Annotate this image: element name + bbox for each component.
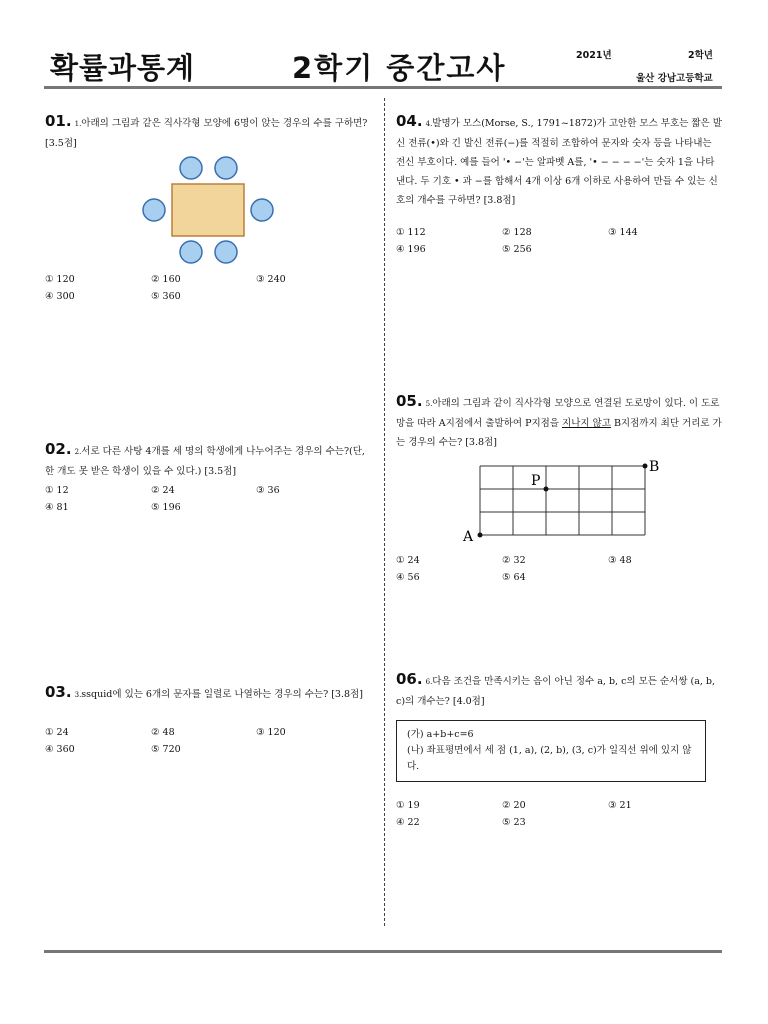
question-index: 3. xyxy=(74,691,82,699)
option-3[interactable]: ③ 48 xyxy=(608,555,632,566)
conditions-box xyxy=(396,720,706,782)
table-seating-figure xyxy=(140,154,280,266)
option-4[interactable]: ④ 360 xyxy=(45,744,75,755)
point-p-label: P xyxy=(531,473,541,489)
option-3[interactable]: ③ 21 xyxy=(608,800,632,811)
question-index: 6. xyxy=(425,678,433,686)
question-5 xyxy=(396,392,722,452)
question-text: ssquid에 있는 6개의 문자를 일렬로 나열하는 경우의 수는? [3.8점] xyxy=(81,689,363,700)
option-4[interactable]: ④ 56 xyxy=(396,572,420,583)
seat-bottom-right xyxy=(215,241,237,263)
option-3[interactable]: ③ 120 xyxy=(256,727,286,738)
option-5[interactable]: ⑤ 64 xyxy=(502,572,526,583)
exam-grade: 2학년 xyxy=(688,50,713,61)
option-4[interactable]: ④ 22 xyxy=(396,817,420,828)
header-rule xyxy=(44,86,722,89)
question-number: 02. xyxy=(45,440,72,458)
condition-ga: (가) a+b+c=6 xyxy=(407,729,474,740)
question-text: 아래의 그림과 같은 직사각형 모양에 6명이 앉는 경우의 수를 구하면? [3.5점] xyxy=(45,118,368,149)
options-q2 xyxy=(45,482,375,522)
question-number: 01. xyxy=(45,112,72,130)
question-number: 06. xyxy=(396,670,423,688)
option-1[interactable]: ① 24 xyxy=(45,727,69,738)
seat-top-right xyxy=(215,157,237,179)
option-1[interactable]: ① 24 xyxy=(396,555,420,566)
option-1[interactable]: ① 120 xyxy=(45,274,75,285)
question-number: 03. xyxy=(45,683,72,701)
point-b-dot xyxy=(643,464,648,469)
question-3 xyxy=(45,683,375,705)
option-4[interactable]: ④ 196 xyxy=(396,244,426,255)
options-q1 xyxy=(45,271,375,311)
options-q4 xyxy=(396,224,722,264)
question-2 xyxy=(45,440,375,481)
road-grid-figure xyxy=(458,456,668,546)
option-5[interactable]: ⑤ 196 xyxy=(151,502,181,513)
options-q6 xyxy=(396,797,722,837)
point-b-label: B xyxy=(649,459,660,475)
question-4 xyxy=(396,112,722,210)
option-2[interactable]: ② 128 xyxy=(502,227,532,238)
option-1[interactable]: ① 112 xyxy=(396,227,426,238)
seat-left xyxy=(143,199,165,221)
question-text-b: B지점까지 최단 거리로 가는 경우의 수는? [3.8점] xyxy=(396,418,722,448)
question-index: 4. xyxy=(425,120,433,128)
option-3[interactable]: ③ 240 xyxy=(256,274,286,285)
option-2[interactable]: ② 160 xyxy=(151,274,181,285)
column-divider xyxy=(384,98,385,926)
seat-top-left xyxy=(180,157,202,179)
point-a-label: A xyxy=(463,529,474,545)
seat-right xyxy=(251,199,273,221)
option-5[interactable]: ⑤ 23 xyxy=(502,817,526,828)
option-2[interactable]: ② 24 xyxy=(151,485,175,496)
point-p-dot xyxy=(544,487,549,492)
option-5[interactable]: ⑤ 720 xyxy=(151,744,181,755)
question-index: 2. xyxy=(74,448,82,456)
option-4[interactable]: ④ 300 xyxy=(45,291,75,302)
question-text: 서로 다른 사탕 4개를 세 명의 학생에게 나누어주는 경우의 수는?(단, 한 개도 못 받은 학생이 있을 수 있다.) [3.5점] xyxy=(45,446,365,477)
grid-lines xyxy=(480,466,645,535)
option-5[interactable]: ⑤ 256 xyxy=(502,244,532,255)
question-number: 05. xyxy=(396,392,423,410)
question-text: 다음 조건을 만족시키는 음이 아닌 정수 a, b, c의 모든 순서쌍 (a, b, c)의 개수는? [4.0점] xyxy=(396,676,716,707)
question-index: 5. xyxy=(425,400,433,408)
footer-rule xyxy=(44,950,722,953)
point-a-dot xyxy=(478,533,483,538)
option-3[interactable]: ③ 144 xyxy=(608,227,638,238)
exam-title: 2학기 중간고사 xyxy=(292,51,507,85)
question-1 xyxy=(45,112,375,153)
option-2[interactable]: ② 32 xyxy=(502,555,526,566)
question-index: 1. xyxy=(74,120,82,128)
condition-na: (나) 좌표평면에서 세 점 (1, a), (2, b), (3, c)가 일직선 위에 있지 않다. xyxy=(407,745,692,772)
subject-title: 확률과통계 xyxy=(50,51,196,85)
question-text-a: 아래의 그림과 같이 직사각형 모양으로 연결된 도로망이 있다. 이 도로망을 따라 A지점에서 출발하여 P지점을 xyxy=(396,398,720,429)
school-name: 울산 강남고등학교 xyxy=(636,73,713,84)
option-3[interactable]: ③ 36 xyxy=(256,485,280,496)
option-1[interactable]: ① 12 xyxy=(45,485,69,496)
table-rect xyxy=(172,184,244,236)
option-2[interactable]: ② 20 xyxy=(502,800,526,811)
option-1[interactable]: ① 19 xyxy=(396,800,420,811)
option-2[interactable]: ② 48 xyxy=(151,727,175,738)
exam-year: 2021년 xyxy=(576,50,612,61)
question-number: 04. xyxy=(396,112,423,130)
question-6 xyxy=(396,670,722,711)
question-text: 발명가 모스(Morse, S., 1791~1872)가 고안한 모스 부호는 짧은 발신 전류(•)와 긴 발신 전류(−)를 적절히 조합하여 문자와 숫자 등을 나타내는 전신 부호이다. 예를 들어 '• −'는 알파벳 A를, '• − − − −'는 숫자 1을 나타낸다. 두 기호 • 과 −를 합해서 4개 이상 6개 이하로 사용하여 만들 수 있는 신호의 개수를 구하면? [3.8점] xyxy=(396,118,722,206)
option-5[interactable]: ⑤ 360 xyxy=(151,291,181,302)
seat-bottom-left xyxy=(180,241,202,263)
options-q5 xyxy=(396,552,722,592)
option-4[interactable]: ④ 81 xyxy=(45,502,69,513)
question-text-underlined: 지나지 않고 xyxy=(562,418,611,429)
options-q3 xyxy=(45,724,375,764)
